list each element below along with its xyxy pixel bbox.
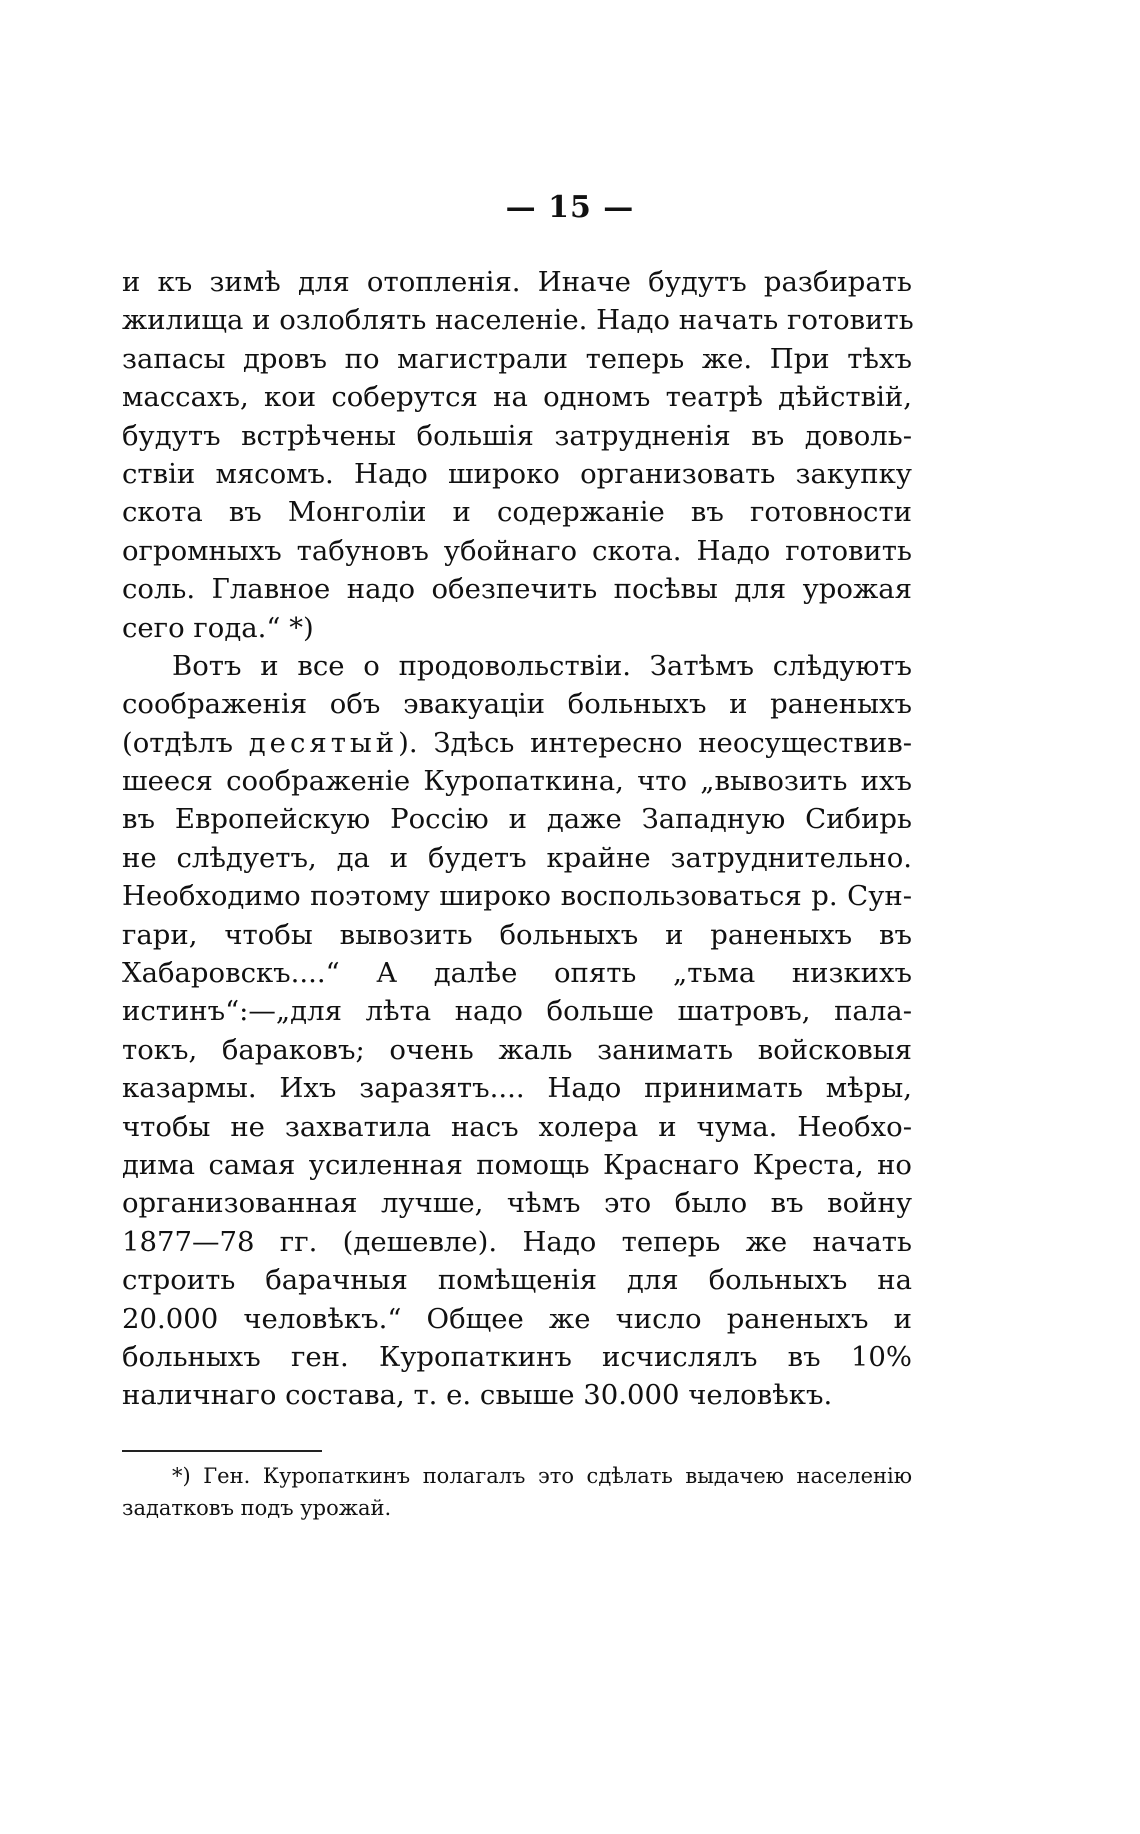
- text-line: организованная лучше, чѣмъ это было въ войну: [122, 1187, 912, 1220]
- text-line: чтобы не захватила насъ холера и чума. Необхо-: [122, 1110, 912, 1143]
- text-line: ствіи мясомъ. Надо широко организовать закупку: [122, 457, 912, 490]
- text-line: соль. Главное надо обезпечить посѣвы для урожая: [122, 573, 912, 606]
- footnote-line: *) Ген. Куропаткинъ полагалъ это сдѣлать выдачею населенію: [172, 1464, 912, 1488]
- text-line: истинъ“:—„для лѣта надо больше шатровъ, пала-: [122, 995, 912, 1028]
- spaced-emphasis-word: десятый: [248, 726, 399, 759]
- text-line-with-spaced-word: [122, 724, 912, 762]
- text-line: 20.000 человѣкъ.“ Общее же число раненыхъ и: [122, 1302, 912, 1335]
- text-line: не слѣдуетъ, да и будетъ крайне затруднительно.: [122, 841, 912, 874]
- text-line: запасы дровъ по магистрали теперь же. При тѣхъ: [122, 342, 912, 375]
- text-line: гари, чтобы вывозить больныхъ и раненыхъ въ: [122, 918, 912, 951]
- text-line: огромныхъ табуновъ убойнаго скота. Надо готовить: [122, 534, 912, 567]
- text-line: больныхъ ген. Куропаткинъ исчислялъ въ 10%: [122, 1340, 912, 1373]
- text-fragment: ). Здѣсь интересно неосуществив-: [398, 726, 912, 759]
- text-line: въ Европейскую Россію и даже Западную Сибирь: [122, 803, 912, 836]
- text-line: сего года.“ *): [122, 611, 314, 644]
- text-line: строить барачныя помѣщенія для больныхъ на: [122, 1264, 912, 1297]
- footnote-divider: [122, 1450, 322, 1452]
- text-line: шееся соображеніе Куропаткина, что „вывозить ихъ: [122, 765, 912, 798]
- text-line: дима самая усиленная помощь Краснаго Креста, но: [122, 1148, 912, 1181]
- text-line: соображенія объ эвакуаціи больныхъ и раненыхъ: [122, 688, 912, 721]
- text-line: наличнаго состава, т. е. свыше 30.000 человѣкъ.: [122, 1379, 833, 1412]
- footnote: [122, 1460, 912, 1524]
- footnote-line: задатковъ подъ урожай.: [122, 1496, 392, 1520]
- paragraph-start-line: Вотъ и все о продовольствіи. Затѣмъ слѣдуютъ: [172, 649, 912, 682]
- text-line: скота въ Монголіи и содержаніе въ готовности: [122, 496, 912, 529]
- text-line: жилища и озлоблять населеніе. Надо начать готовить: [122, 304, 914, 337]
- text-line: массахъ, кои соберутся на одномъ театрѣ дѣйствій,: [122, 381, 912, 414]
- text-line: Хабаровскъ....“ А далѣе опять „тьма низкихъ: [122, 957, 912, 990]
- page-number: — 15 —: [505, 190, 635, 225]
- text-line: будутъ встрѣчены большія затрудненія въ доволь-: [122, 419, 912, 452]
- text-line: казармы. Ихъ заразятъ.... Надо принимать мѣры,: [122, 1072, 912, 1105]
- text-line: и къ зимѣ для отопленія. Иначе будутъ разбирать: [122, 266, 912, 298]
- text-line: токъ, бараковъ; очень жаль занимать войсковыя: [122, 1033, 912, 1066]
- body-text: [122, 263, 912, 1415]
- text-fragment: (отдѣлъ: [122, 726, 249, 759]
- text-line: Необходимо поэтому широко воспользоваться р. Сун-: [122, 880, 912, 913]
- text-line: 1877—78 гг. (дешевле). Надо теперь же начать: [122, 1225, 912, 1258]
